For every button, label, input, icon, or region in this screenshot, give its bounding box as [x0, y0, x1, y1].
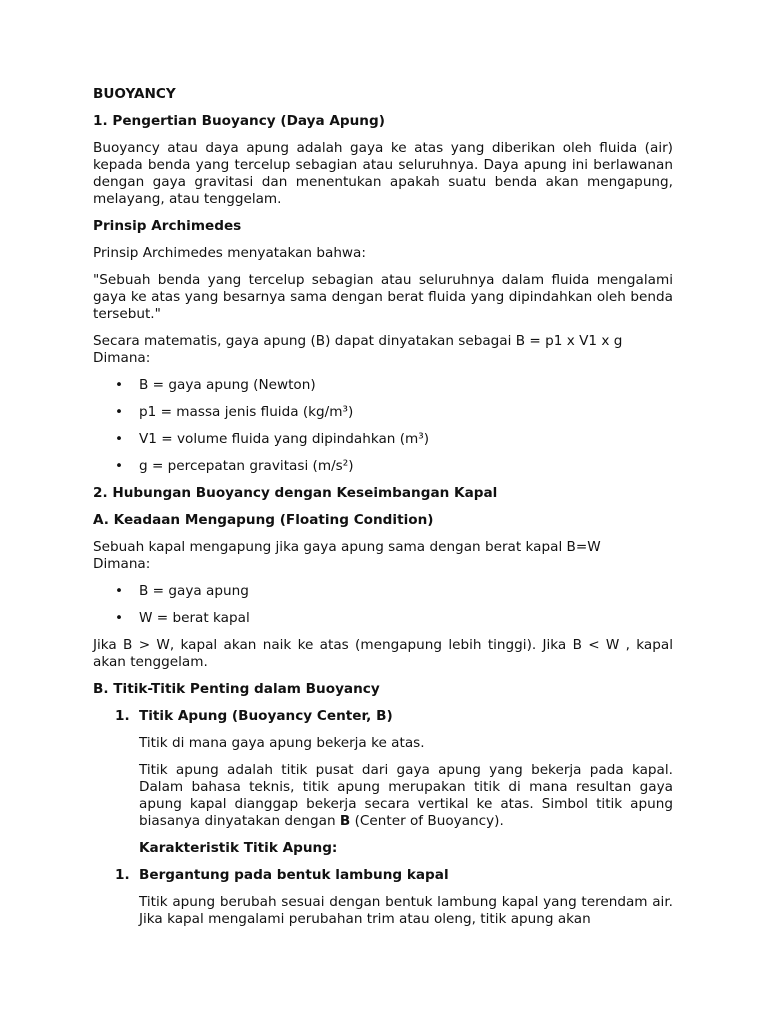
section-2-heading: 2. Hubungan Buoyancy dengan Keseimbangan Kapal	[93, 485, 498, 501]
floating-condition-dimana: Dimana:	[93, 556, 151, 572]
numbered-sub-item-1-title	[93, 867, 673, 884]
numbered-item-1-title	[93, 708, 673, 725]
document-page	[93, 86, 673, 928]
item-1-description: Titik di mana gaya apung bekerja ke atas.	[139, 735, 425, 751]
list-item-text: g = percepatan gravitasi (m/s²)	[139, 458, 354, 474]
list-item: • B = gaya apung (Newton)	[115, 377, 316, 393]
list-item-text: p1 = massa jenis fluida (kg/m³)	[139, 404, 354, 420]
floating-condition-paragraph: Jika B > W, kapal akan naik ke atas (mengapung lebih tinggi). Jika B < W , kapal akan tenggelam.	[93, 637, 673, 670]
list-item: • p1 = massa jenis fluida (kg/m³)	[115, 404, 354, 420]
numbered-item-1-text: Titik Apung (Buoyancy Center, B)	[139, 708, 393, 724]
formula-block	[93, 333, 673, 367]
numbered-sub-item-1-number: 1.	[115, 867, 130, 883]
section-1-heading: 1. Pengertian Buoyancy (Daya Apung)	[93, 113, 385, 129]
archimedes-quote: "Sebuah benda yang tercelup sebagian atau seluruhnya dalam fluida mengalami gaya ke atas yang besarnya sama dengan berat fluida yang dipindahkan oleh benda tersebut."	[93, 272, 673, 322]
archimedes-heading: Prinsip Archimedes	[93, 218, 242, 234]
list-item: • W = berat kapal	[115, 610, 250, 626]
section-1-paragraph: Buoyancy atau daya apung adalah gaya ke atas yang diberikan oleh fluida (air) kepada benda yang tercelup sebagian atau seluruhnya. Daya apung ini berlawanan dengan gaya gravitasi dan menentukan apakah suatu benda akan mengapung, melayang, atau tenggelam.	[93, 140, 673, 207]
formula-line: Secara matematis, gaya apung (B) dapat dinyatakan sebagai B = p1 x V1 x g	[93, 333, 623, 349]
karakteristik-heading: Karakteristik Titik Apung:	[139, 840, 338, 856]
document-title: BUOYANCY	[93, 86, 176, 102]
list-item-text: B = gaya apung (Newton)	[139, 377, 316, 393]
list-item-text: B = gaya apung	[139, 583, 249, 599]
section-b-heading: B. Titik-Titik Penting dalam Buoyancy	[93, 681, 380, 697]
formula-terms-list	[93, 377, 673, 475]
formula-dimana: Dimana:	[93, 350, 151, 366]
archimedes-intro: Prinsip Archimedes menyatakan bahwa:	[93, 245, 366, 261]
section-a-heading: A. Keadaan Mengapung (Floating Condition)	[93, 512, 434, 528]
numbered-sub-item-1-text: Bergantung pada bentuk lambung kapal	[139, 867, 449, 883]
item-1-paragraph	[93, 762, 673, 830]
item-1-paragraph-end: (Center of Buoyancy).	[350, 813, 504, 829]
item-1-paragraph-text: Titik apung adalah titik pusat dari gaya apung yang bekerja pada kapal. Dalam bahasa teknis, titik apung merupakan titik di mana resultan gaya apung kapal dianggap bekerja secara vertikal ke atas. Simbol titik apung biasanya dinyatakan dengan	[139, 762, 673, 829]
item-1-paragraph-symbol: B	[339, 813, 351, 829]
list-item: • B = gaya apung	[115, 583, 249, 599]
floating-condition-block	[93, 539, 673, 573]
list-item-text: V1 = volume fluida yang dipindahkan (m³)	[139, 431, 430, 447]
numbered-item-1-number: 1.	[115, 708, 130, 724]
list-item: • g = percepatan gravitasi (m/s²)	[115, 458, 354, 474]
sub-item-1-paragraph: Titik apung berubah sesuai dengan bentuk lambung kapal yang terendam air. Jika kapal mengalami perubahan trim atau oleng, titik apung akan	[139, 894, 673, 927]
list-item: • V1 = volume fluida yang dipindahkan (m³)	[115, 431, 430, 447]
floating-terms-list	[93, 583, 673, 627]
list-item-text: W = berat kapal	[139, 610, 250, 626]
floating-condition-line: Sebuah kapal mengapung jika gaya apung sama dengan berat kapal B=W	[93, 539, 601, 555]
